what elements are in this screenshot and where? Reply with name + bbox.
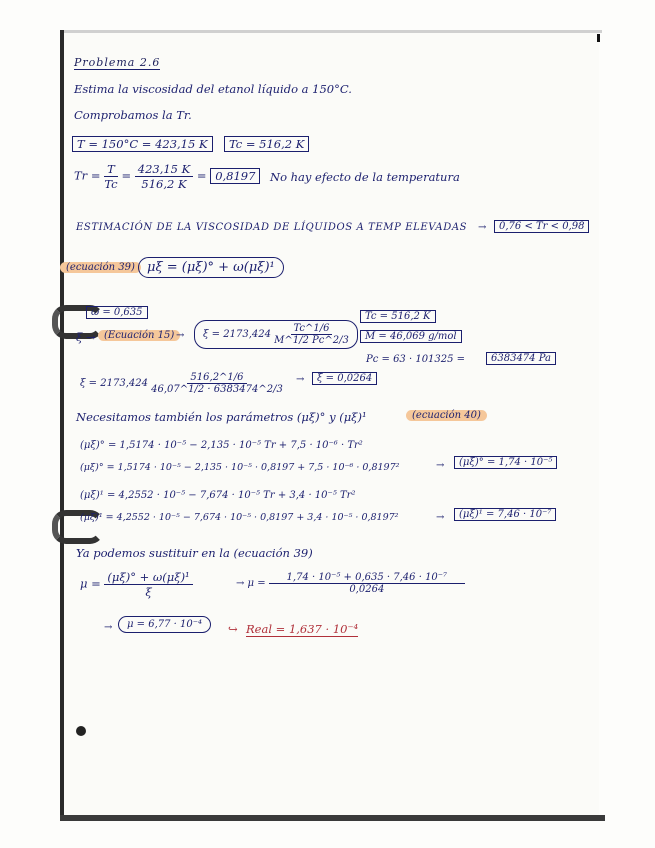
pc-calc: Pc = 63 · 101325 =: [366, 354, 466, 365]
final-calc-lhs: → μ =: [236, 578, 266, 589]
mu1-calc: (μξ)¹ = 4,2552 · 10⁻⁵ − 7,674 · 10⁻⁵ · 0,8197 + 3,4 · 10⁻⁵ · 0,8197²: [80, 512, 399, 523]
final-formula: [80, 570, 193, 599]
final-num: (μξ)° + ω(μξ)¹: [104, 570, 192, 585]
tr-t: T: [104, 162, 118, 177]
xi-calc-num: 516,2^1/6: [187, 372, 246, 384]
tr-range: 0,76 < Tr < 0,98: [494, 220, 589, 233]
xi-formula-fraction: [274, 323, 349, 346]
tr-equation: Tr = $\frac{T}{Tc}$ = $\frac{423,15 K}{516,2 K}$ = 0,8197: [74, 162, 260, 191]
xi-formula-num: Tc^1/6: [291, 323, 333, 335]
scan-border-bottom: [60, 815, 605, 821]
tr-label: Tr =: [74, 168, 101, 183]
final-lhs: μ =: [80, 576, 101, 591]
xi-calc-lhs: ξ = 2173,424: [80, 378, 148, 389]
real-result: Real = 1,637 · 10⁻⁴: [246, 622, 359, 636]
tr-range-arrow: →: [478, 222, 487, 233]
xi-calc-den: 46,07^1/2 · 6383474^2/3: [151, 384, 283, 395]
real-arrow: ↪: [228, 622, 238, 636]
xi-formula: [194, 320, 358, 349]
eq39-label: (ecuación 39): [60, 262, 141, 273]
xi-formula-lhs: ξ = 2173,424: [203, 329, 271, 340]
xi-result: ξ = 0,0264: [312, 372, 377, 385]
mu1-result: (μξ)¹ = 7,46 · 10⁻⁷: [454, 508, 556, 521]
tr-comment: No hay efecto de la temperatura: [270, 170, 460, 184]
final-calc-num: 1,74 · 10⁻⁵ + 0,635 · 7,46 · 10⁻⁷: [269, 572, 465, 584]
mu-result: μ = 6,77 · 10⁻⁴: [118, 616, 211, 633]
final-calc: [236, 572, 465, 595]
tc-box-top: Tc = 516,2 K: [224, 136, 309, 152]
scan-border-left: [60, 30, 64, 820]
mu0-arrow: →: [436, 460, 445, 471]
mu0-calc: (μξ)° = 1,5174 · 10⁻⁵ − 2,135 · 10⁻⁵ · 0,8197 + 7,5 · 10⁻⁶ · 0,8197²: [80, 462, 400, 473]
tc-box: Tc = 516,2 K: [360, 310, 436, 323]
xi-calc-fraction: [151, 372, 283, 395]
mu0-result: (μξ)° = 1,74 · 10⁻⁵: [454, 456, 557, 469]
problem-title: Problema 2.6: [74, 56, 161, 69]
mu1-arrow: →: [436, 512, 445, 523]
step-check-tr: Comprobamos la Tr.: [74, 108, 192, 122]
mu-arrow: →: [104, 622, 113, 633]
punch-hole: [76, 726, 86, 736]
pc-result: 6383474 Pa: [486, 352, 556, 365]
temperature-box: T = 150°C = 423,15 K: [72, 136, 213, 152]
tr-tc: Tc: [104, 177, 118, 191]
tr-ratio: [104, 162, 118, 191]
mu1-formula: (μξ)¹ = 4,2552 · 10⁻⁵ − 7,674 · 10⁻⁵ Tr + 3,4 · 10⁻⁵ Tr²: [80, 490, 356, 501]
final-calc-den: 0,0264: [349, 584, 385, 595]
xi-label: ξ →: [76, 330, 96, 344]
final-den: ξ: [145, 585, 152, 599]
omega-value: ω = 0,635: [86, 306, 148, 319]
tr-result: 0,8197: [210, 168, 260, 184]
arrow-to-xi-result: →: [296, 374, 305, 385]
molar-mass-box: M = 46,069 g/mol: [360, 330, 462, 343]
tr-values: [135, 162, 194, 191]
tr-num: 423,15 K: [135, 162, 194, 177]
eq40-label: (ecuación 40): [406, 410, 487, 421]
final-calc-fraction: [269, 572, 465, 595]
mu0-formula: (μξ)° = 1,5174 · 10⁻⁵ − 2,135 · 10⁻⁵ Tr + 7,5 · 10⁻⁶ · Tr²: [80, 440, 363, 451]
eq15-label: (Ecuación 15): [98, 330, 180, 341]
substitute-text: Ya podemos sustituir en la (ecuación 39): [76, 546, 313, 560]
scan-corner-mark: [597, 34, 600, 42]
eq39-formula: μξ = (μξ)° + ω(μξ)¹: [138, 257, 284, 278]
method-heading: ESTIMACIÓN DE LA VISCOSIDAD DE LÍQUIDOS A TEMP ELEVADAS: [76, 222, 468, 233]
xi-calc: [80, 372, 283, 395]
need-params-text: Necesitamos también los parámetros (μξ)° y (μξ)¹: [76, 410, 367, 424]
xi-formula-den: M^1/2 Pc^2/3: [274, 335, 349, 346]
tr-den: 516,2 K: [141, 177, 187, 191]
problem-statement: Estima la viscosidad del etanol líquido a 150°C.: [74, 82, 352, 96]
final-fraction: [104, 570, 192, 599]
arrow-to-xi-formula: →: [176, 330, 185, 341]
